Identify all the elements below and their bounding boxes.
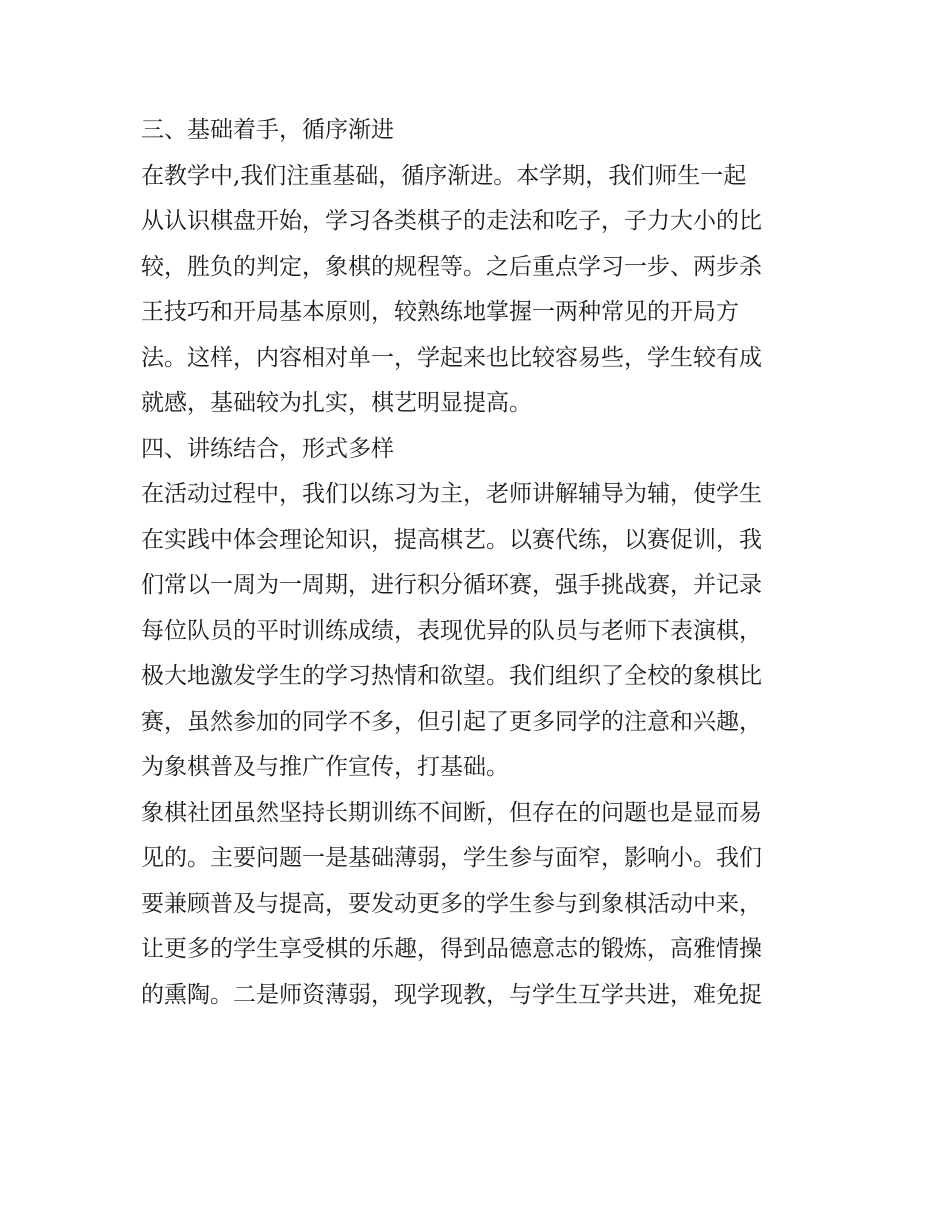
text-line: 从认识棋盘开始，学习各类棋子的走法和吃子，子力大小的比 xyxy=(141,208,762,234)
text-line: 象棋社团虽然坚持长期训练不间断，但存在的问题也是显而易 xyxy=(141,799,762,826)
paragraph-basics xyxy=(141,154,813,427)
text-line: 为象棋普及与推广作宣传，打基础。 xyxy=(141,754,509,780)
section-heading-four xyxy=(141,427,813,473)
text-line: 的熏陶。二是师资薄弱，现学现教，与学生互学共进，难免捉 xyxy=(141,981,762,1008)
text-line: 要兼顾普及与提高，要发动更多的学生参与到象棋活动中来， xyxy=(141,890,762,917)
paragraph-problems xyxy=(141,791,813,1019)
text-line: 见的。主要问题一是基础薄弱，学生参与面窄，影响小。我们 xyxy=(141,845,762,871)
text-line: 法。这样，内容相对单一，学起来也比较容易些，学生较有成 xyxy=(141,344,762,371)
text-line: 在活动过程中，我们以练习为主，老师讲解辅导为辅，使学生 xyxy=(141,481,762,507)
document-body xyxy=(141,108,813,1018)
text-line: 极大地激发学生的学习热情和欲望。我们组织了全校的象棋比 xyxy=(141,663,762,689)
text-line: 就感，基础较为扎实，棋艺明显提高。 xyxy=(141,390,532,416)
heading-line: 四、讲练结合，形式多样 xyxy=(141,435,394,462)
text-line: 让更多的学生享受棋的乐趣，得到品德意志的锻炼，高雅情操 xyxy=(141,936,762,962)
text-line: 每位队员的平时训练成绩，表现优异的队员与老师下表演棋， xyxy=(141,617,762,644)
paragraph-practice xyxy=(141,472,813,791)
text-line: 赛，虽然参加的同学不多，但引起了更多同学的注意和兴趣， xyxy=(141,708,762,735)
section-heading-three xyxy=(141,108,813,154)
text-line: 王技巧和开局基本原则，较熟练地掌握一两种常见的开局方 xyxy=(141,299,739,325)
heading-line: 三、基础着手，循序渐进 xyxy=(141,117,394,143)
text-line: 在教学中,我们注重基础，循序渐进。本学期，我们师生一起 xyxy=(141,162,747,189)
text-line: 较，胜负的判定，象棋的规程等。之后重点学习一步、两步杀 xyxy=(141,253,762,280)
text-line: 们常以一周为一周期，进行积分循环赛，强手挑战赛，并记录 xyxy=(141,572,762,598)
text-line: 在实践中体会理论知识，提高棋艺。以赛代练，以赛促训，我 xyxy=(141,526,762,553)
